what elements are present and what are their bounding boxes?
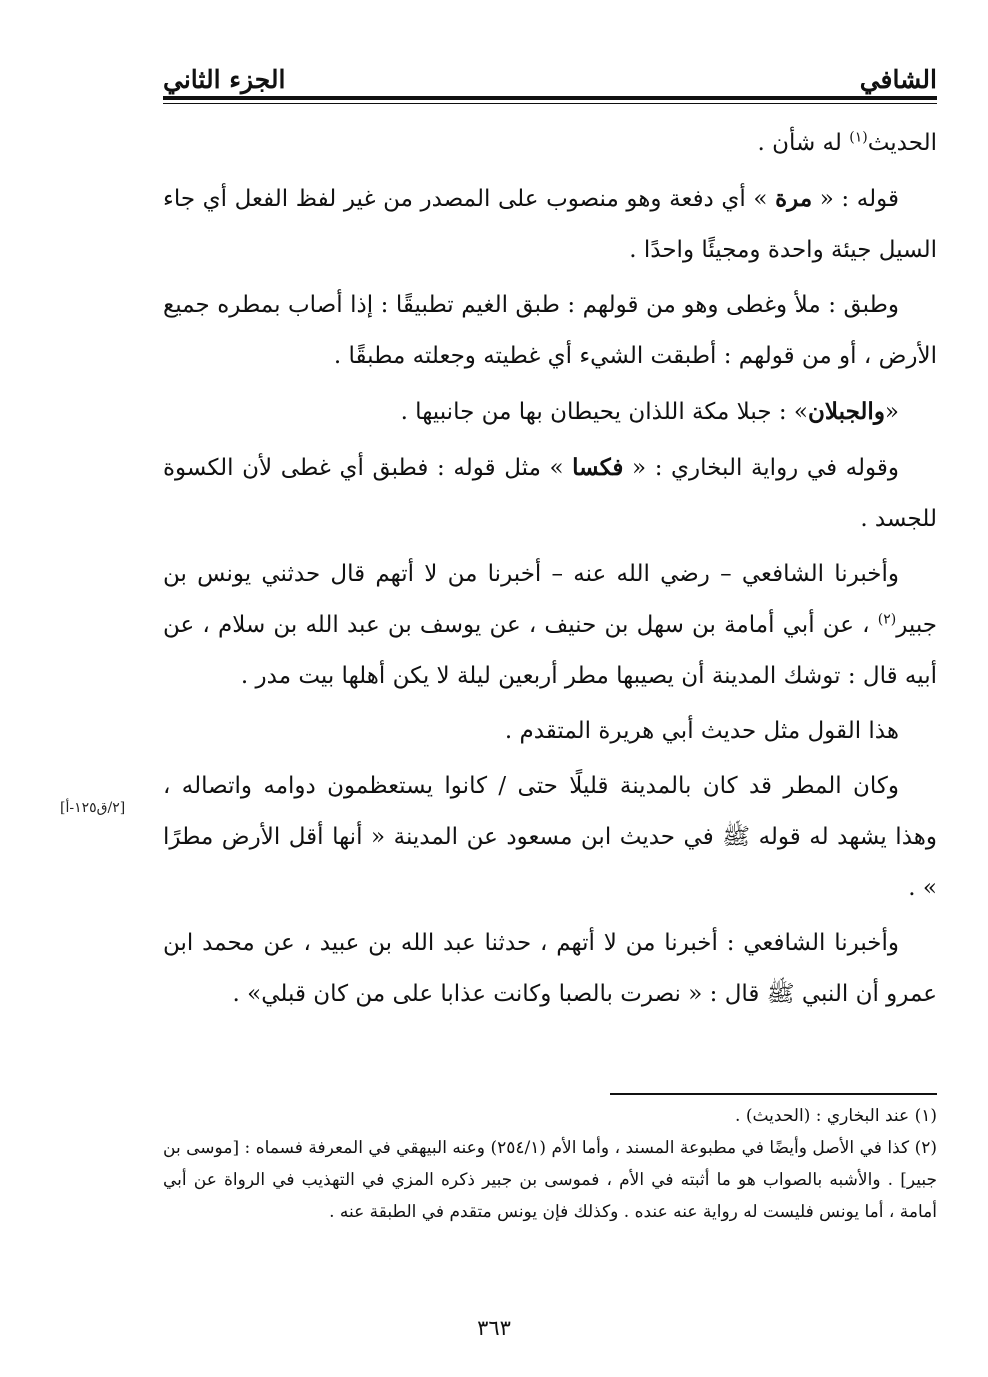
paragraph-4	[163, 386, 937, 438]
keyword-marra: مرة	[775, 185, 813, 212]
paragraph-1-text-a: الحديث	[867, 130, 937, 156]
paragraph-8: وكان المطر قد كان بالمدينة قليلًا حتى / كانوا يستعظمون دوامه واتصاله ، وهذا يشهد له قوله ﷺ في حديث ابن مسعود عن المدينة « أنها أقل الأرض مطرًا » .	[163, 773, 937, 901]
paragraph-3: وطبق : ملأ وغطى وهو من قولهم : طبق الغيم تطبيقًا : إذا أصاب بمطره جميع الأرض ، أو من قولهم : أطبقت الشيء أي غطيته وجعلته مطبقًا .	[163, 292, 937, 369]
paragraph-2	[163, 173, 937, 276]
paragraph-5-text-a: وقوله في رواية البخاري : «	[623, 455, 899, 481]
footnotes	[163, 1100, 937, 1228]
paragraph-2-text-a: قوله : «	[812, 186, 899, 212]
header-rule-thin	[163, 103, 937, 104]
paragraph-2-text-b: » أي دفعة وهو منصوب على المصدر من غير لفظ الفعل أي جاء السيل جيئة واحدة ومجيئًا واحدًا .	[163, 186, 937, 263]
paragraph-7: هذا القول مثل حديث أبي هريرة المتقدم .	[504, 718, 899, 744]
keyword-aljabalan: والجبلان	[808, 398, 885, 425]
paragraph-6-text-a: وأخبرنا الشافعي – رضي الله عنه – أخبرنا من لا أتهم قال حدثني يونس بن جبير	[163, 561, 937, 638]
keyword-fakasa: فكسا	[572, 454, 624, 481]
footnote-1: (١) عند البخاري : (الحديث) .	[735, 1106, 937, 1126]
paragraph-6	[163, 549, 937, 702]
footnote-separator	[610, 1093, 937, 1095]
footnote-marker-1: (١)	[849, 129, 868, 146]
paragraph-4-text-a: «	[884, 399, 899, 425]
running-header	[163, 52, 937, 92]
manuscript-folio-reference: [٢/ق١٢٥-أ]	[60, 800, 126, 816]
paragraph-4-text-b: » : جبلا مكة اللذان يحيطان بها من جانبيها .	[400, 399, 809, 425]
paragraph-5	[163, 442, 937, 545]
paragraph-9: وأخبرنا الشافعي : أخبرنا من لا أتهم ، حدثنا عبد الله بن عبيد ، عن محمد ابن عمرو أن النبي ﷺ قال : « نصرت بالصبا وكانت عذابا على من كان قبلي» .	[163, 930, 937, 1007]
paragraph-1-text-b: له شأن .	[757, 130, 850, 156]
footnote-2: (٢) كذا في الأصل وأيضًا في مطبوعة المسند ، وأما الأم (٢٥٤/١) وعنه البيهقي في المعرفة فسماه : [موسى بن جبير] . والأشبه بالصواب هو ما أثبته في الأم ، فموسى بن جبير ذكره المزي في التهذيب في الرواة عن أبي أمامة ، أما يونس فليست له رواية عنه عنده . وكذلك فإن يونس متقدم في الطبقة عنه .	[163, 1138, 937, 1222]
header-book-title: الشافي	[859, 65, 937, 94]
paragraph-5-text-b: » مثل قوله : فطبق أي غطى لأن الكسوة للجسد .	[163, 455, 937, 532]
paragraph-6-text-b: ، عن أبي أمامة بن سهل بن حنيف ، عن يوسف بن عبد الله بن سلام ، عن أبيه قال : توشك المدينة أن يصيبها مطر أربعين ليلة لا يكن أهلها بيت مدر .	[163, 612, 937, 689]
main-text	[163, 118, 937, 1024]
header-rule-thick	[163, 96, 937, 100]
footnote-marker-2: (٢)	[877, 611, 897, 628]
page-number: ٣٦٣	[477, 1316, 511, 1340]
paragraph-1	[163, 118, 937, 169]
header-volume: الجزء الثاني	[163, 65, 286, 94]
